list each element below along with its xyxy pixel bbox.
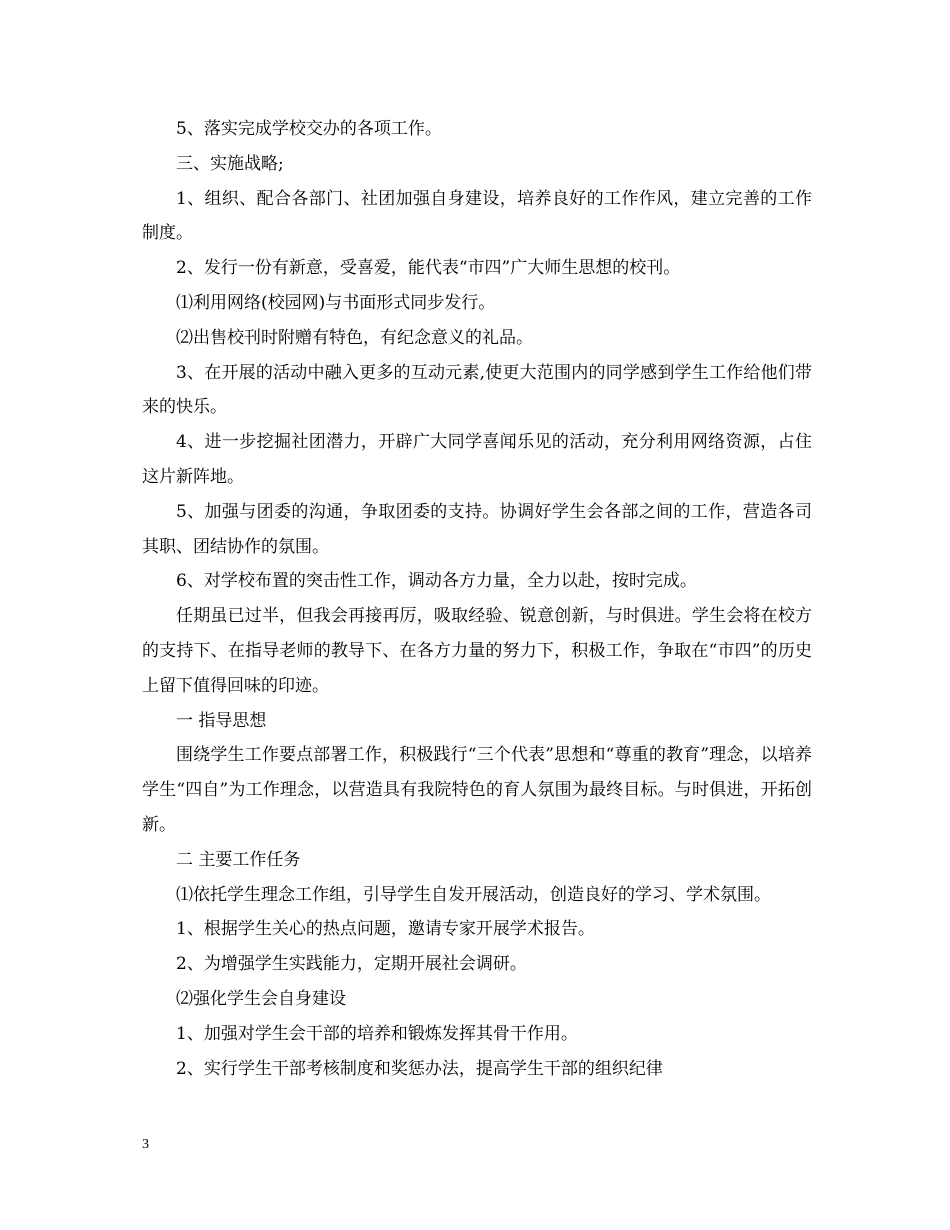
paragraph: 2、实行学生干部考核制度和奖惩办法，提高学生干部的组织纪律 <box>176 1058 663 1079</box>
paragraph: 围绕学生工作要点部署工作，积极践行“三个代表”思想和“尊重的教育”理念，以培养学生“四自”为工作理念，以营造具有我院特色的育人氛围为最终目标。与时俱进，开拓创新。 <box>142 745 812 835</box>
paragraph: 1、根据学生关心的热点问题，邀请专家开展学术报告。 <box>176 919 595 940</box>
paragraph: 1、加强对学生会干部的培养和锻炼发挥其骨干作用。 <box>176 1023 578 1044</box>
paragraph: 3、在开展的活动中融入更多的互动元素,使更大范围内的同学感到学生工作给他们带来的快乐。 <box>142 362 812 418</box>
paragraph: 2、发行一份有新意，受喜爱，能代表“市四”广大师生思想的校刊。 <box>176 258 681 279</box>
paragraph: 4、进一步挖掘社团潜力，开辟广大同学喜闻乐见的活动，充分利用网络资源，占住这片新阵地。 <box>142 432 812 487</box>
paragraph: 2、为增强学生实践能力，定期开展社会调研。 <box>176 954 527 975</box>
paragraph: ⑴利用网络(校园网)与书面形式同步发行。 <box>176 292 496 313</box>
section-heading: 三、实施战略; <box>176 153 284 174</box>
paragraph: 6、对学校布置的突击性工作，调动各方力量，全力以赴，按时完成。 <box>176 571 697 592</box>
page-number: 3 <box>142 1137 149 1152</box>
paragraph: 1、组织、配合各部门、社团加强自身建设，培养良好的工作作风，建立完善的工作制度。 <box>142 188 812 244</box>
section-heading: 二 主要工作任务 <box>176 849 301 870</box>
paragraph: 5、落实完成学校交办的各项工作。 <box>176 119 442 139</box>
paragraph: ⑵强化学生会自身建设 <box>176 988 346 1009</box>
paragraph: ⑵出售校刊时附赠有特色，有纪念意义的礼品。 <box>176 327 533 348</box>
paragraph: 任期虽已过半，但我会再接再厉，吸取经验、锐意创新，与时俱进。学生会将在校方的支持下、在指导老师的教导下、在各方力量的努力下，积极工作，争取在“市四”的历史上留下值得回味的印迹。 <box>142 606 812 696</box>
paragraph: ⑴依托学生理念工作组，引导学生自发开展活动，创造良好的学习、学术氛围。 <box>176 884 771 905</box>
section-heading: 一 指导思想 <box>176 710 267 731</box>
document-body <box>142 112 812 1086</box>
paragraph: 5、加强与团委的沟通，争取团委的支持。协调好学生会各部之间的工作，营造各司其职、团结协作的氛围。 <box>142 501 812 557</box>
